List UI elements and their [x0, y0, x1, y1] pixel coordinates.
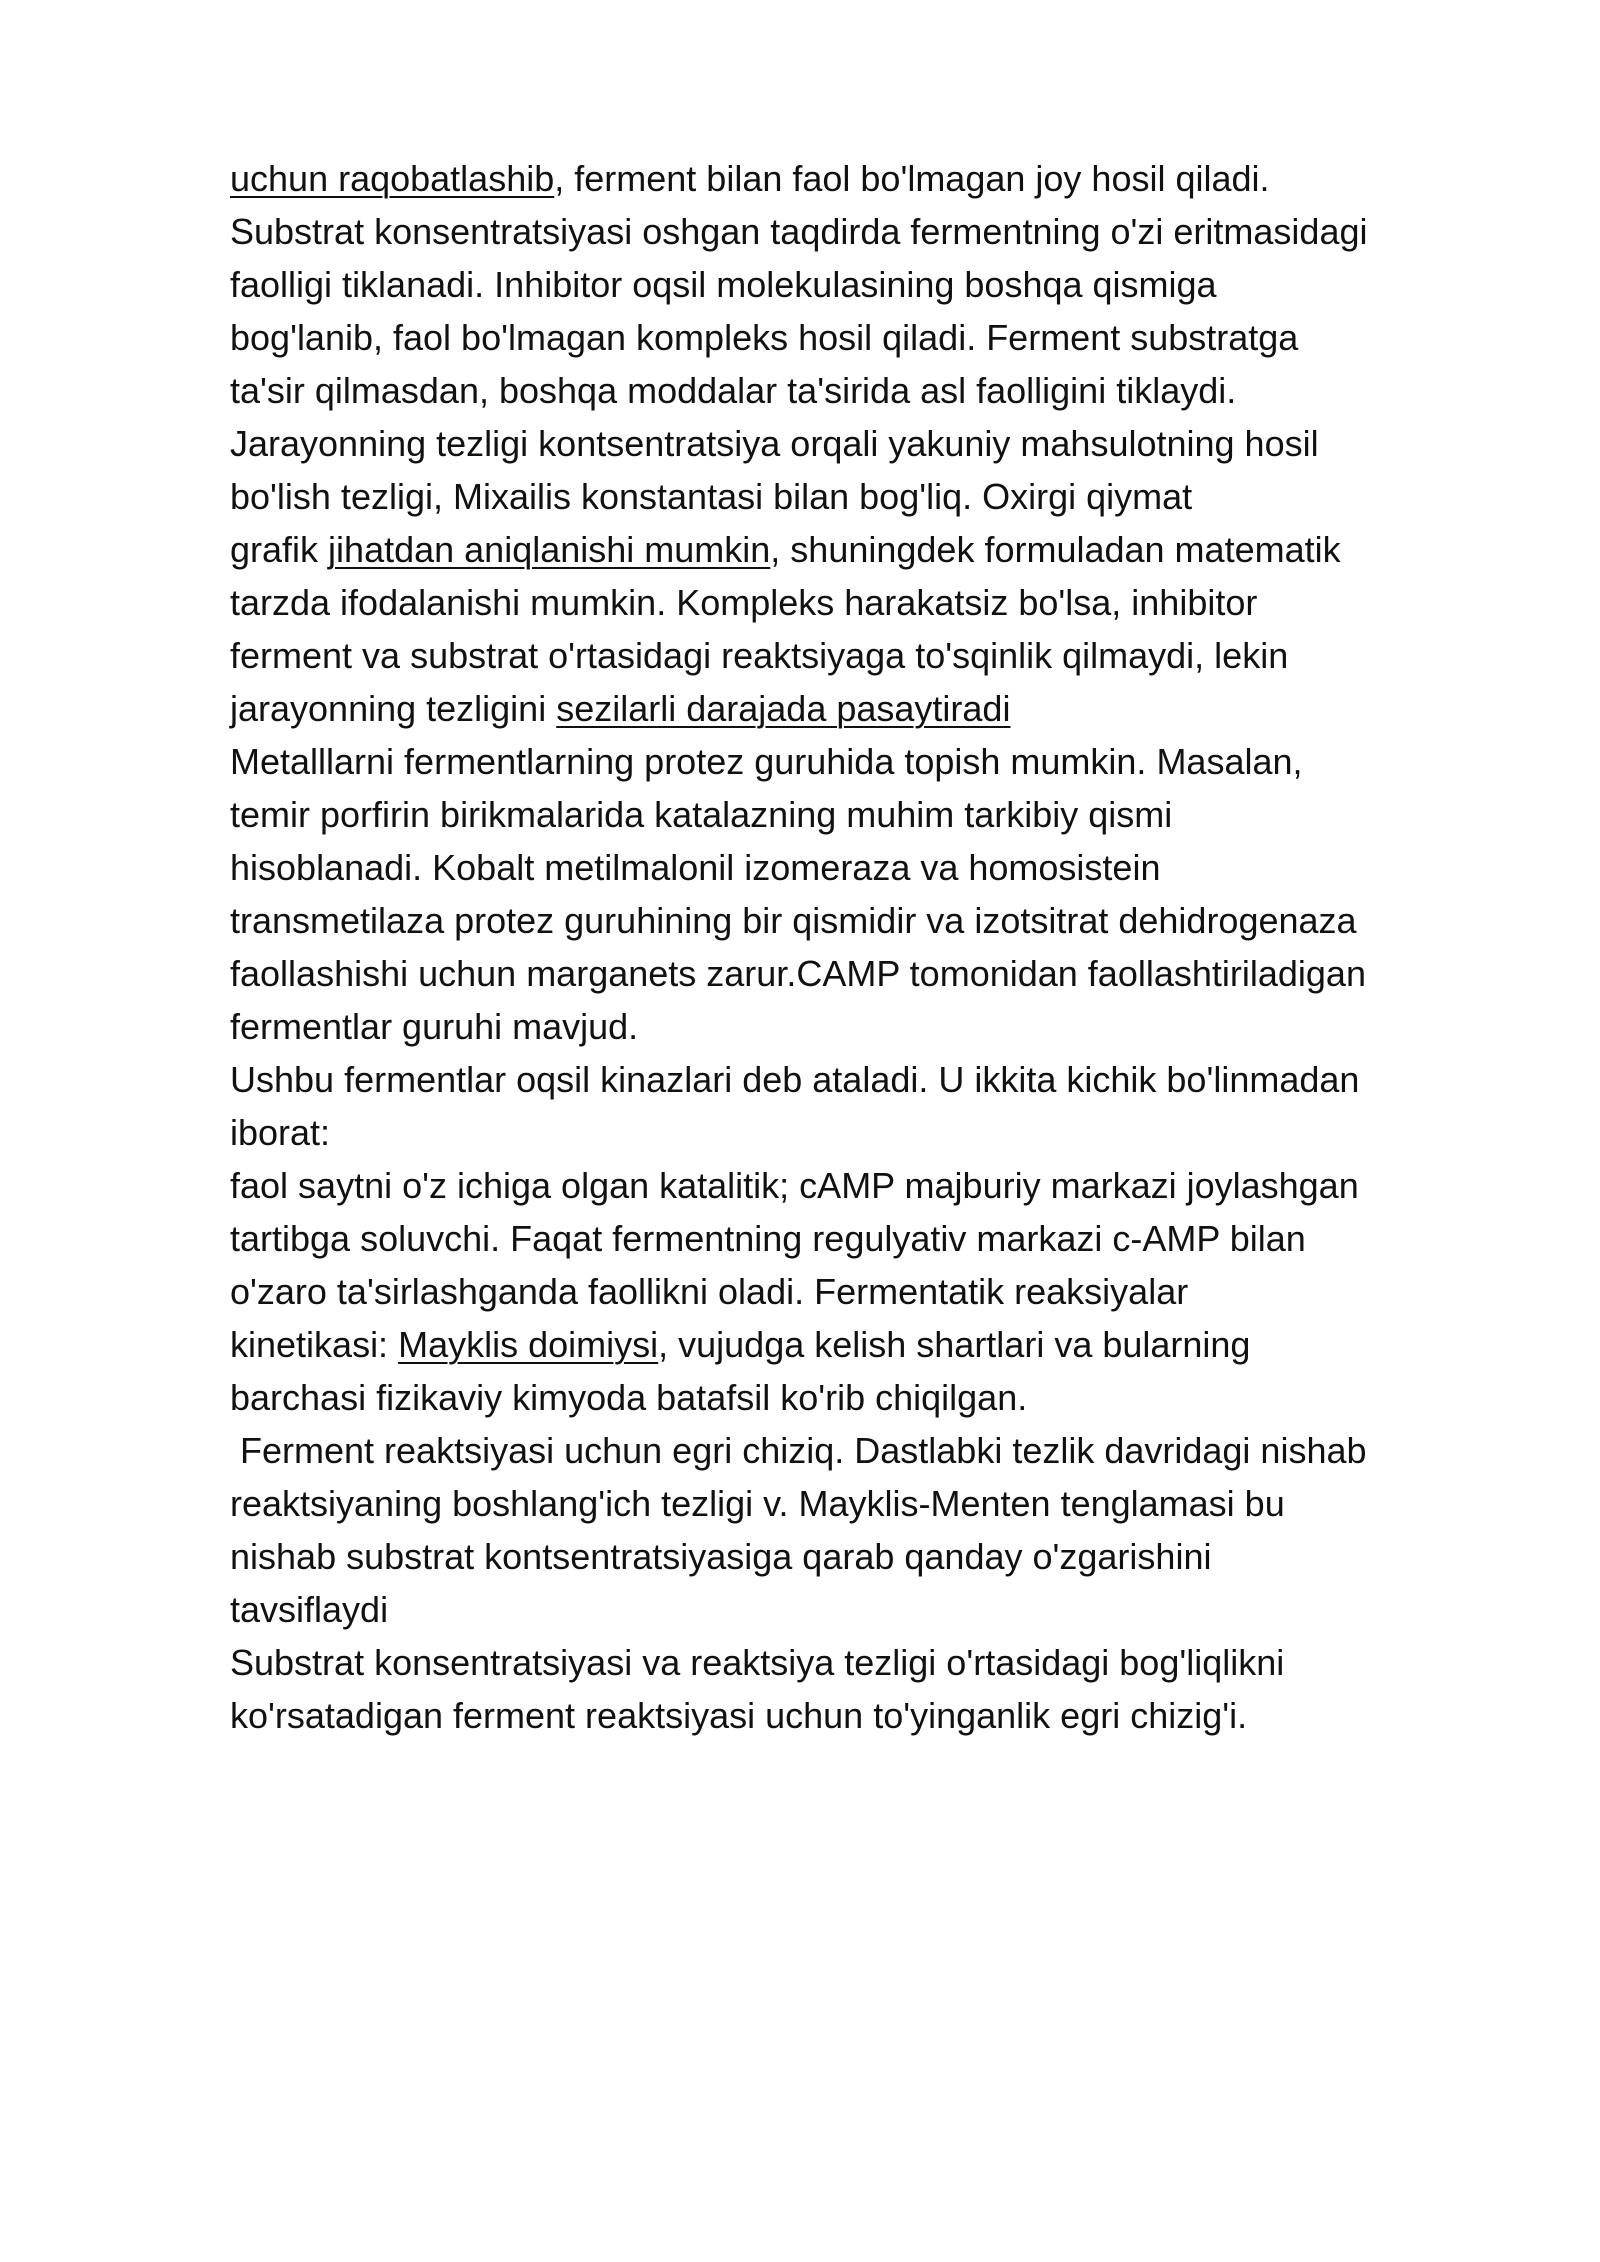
- text-line: [230, 470, 1560, 523]
- text-run: faolligi tiklanadi. Inhibitor oqsil molekulasining boshqa qismiga: [230, 264, 1217, 305]
- text-run: grafik: [230, 529, 329, 570]
- text-line: [230, 1318, 1560, 1371]
- text-run: , vujudga kelish shartlari va bularning: [658, 1324, 1251, 1365]
- underlined-phrase: Mayklis doimiysi: [398, 1324, 659, 1365]
- text-line: [230, 1212, 1560, 1265]
- text-line: [230, 1477, 1560, 1530]
- text-line: [230, 841, 1560, 894]
- text-line: [230, 1530, 1560, 1583]
- text-run: ta'sir qilmasdan, boshqa moddalar ta'sirida asl faolligini tiklaydi.: [230, 370, 1237, 411]
- text-line: [230, 682, 1560, 735]
- text-line: [230, 417, 1560, 470]
- text-line: [230, 205, 1560, 258]
- text-run: Substrat konsentratsiyasi va reaktsiya tezligi o'rtasidagi bog'liqlikni: [230, 1642, 1285, 1683]
- underlined-phrase: jihatdan aniqlanishi mumkin: [328, 529, 771, 570]
- text-line: [230, 1583, 1560, 1636]
- text-run: Metalllarni fermentlarning protez guruhida topish mumkin. Masalan,: [230, 741, 1303, 782]
- text-run: Ferment reaktsiyasi uchun egri chiziq. Dastlabki tezlik davridagi nishab: [230, 1430, 1367, 1471]
- text-line: [230, 735, 1560, 788]
- text-run: reaktsiyaning boshlang'ich tezligi v. Mayklis-Menten tenglamasi bu: [230, 1483, 1285, 1524]
- text-line: [230, 258, 1560, 311]
- text-run: ko'rsatadigan ferment reaktsiyasi uchun to'yinganlik egri chizig'i.: [230, 1695, 1248, 1736]
- text-line: [230, 947, 1560, 1000]
- text-line: [230, 1265, 1560, 1318]
- text-line: [230, 1636, 1560, 1689]
- text-line: [230, 894, 1560, 947]
- text-run: iborat:: [230, 1112, 331, 1153]
- text-line: [230, 1159, 1560, 1212]
- text-line: [230, 1053, 1560, 1106]
- text-line: [230, 1371, 1560, 1424]
- text-run: Ushbu fermentlar oqsil kinazlari deb ataladi. U ikkita kichik bo'linmadan: [230, 1059, 1360, 1100]
- text-run: Substrat konsentratsiyasi oshgan taqdirda fermentning o'zi eritmasidagi: [230, 211, 1368, 252]
- text-line: [230, 576, 1560, 629]
- text-run: faol saytni o'z ichiga olgan katalitik; cAMP majburiy markazi joylashgan: [230, 1165, 1359, 1206]
- body-text: [230, 152, 1560, 1742]
- text-line: [230, 1689, 1560, 1742]
- text-line: [230, 1106, 1560, 1159]
- text-line: [230, 152, 1560, 205]
- text-run: tarzda ifodalanishi mumkin. Kompleks harakatsiz bo'lsa, inhibitor: [230, 582, 1258, 623]
- text-run: , shuningdek formuladan matematik: [770, 529, 1341, 570]
- underlined-phrase: uchun raqobatlashib: [230, 158, 555, 199]
- text-run: o'zaro ta'sirlashganda faollikni oladi. Fermentatik reaksiyalar: [230, 1271, 1189, 1312]
- text-line: [230, 1424, 1560, 1477]
- text-run: temir porfirin birikmalarida katalazning muhim tarkibiy qismi: [230, 794, 1173, 835]
- text-line: [230, 311, 1560, 364]
- text-line: [230, 523, 1560, 576]
- text-run: hisoblanadi. Kobalt metilmalonil izomeraza va homosistein: [230, 847, 1161, 888]
- text-line: [230, 1000, 1560, 1053]
- underlined-phrase: sezilarli darajada pasaytiradi: [556, 688, 1011, 729]
- text-line: [230, 364, 1560, 417]
- text-run: kinetikasi:: [230, 1324, 399, 1365]
- text-line: [230, 788, 1560, 841]
- text-line: [230, 629, 1560, 682]
- text-run: tavsiflaydi: [230, 1589, 389, 1630]
- text-run: bo'lish tezligi, Mixailis konstantasi bilan bog'liq. Oxirgi qiymat: [230, 476, 1193, 517]
- text-run: tartibga soluvchi. Faqat fermentning regulyativ markazi c-AMP bilan: [230, 1218, 1306, 1259]
- text-run: nishab substrat kontsentratsiyasiga qarab qanday o'zgarishini: [230, 1536, 1212, 1577]
- text-run: Jarayonning tezligi kontsentratsiya orqali yakuniy mahsulotning hosil: [230, 423, 1319, 464]
- text-run: fermentlar guruhi mavjud.: [230, 1006, 639, 1047]
- text-run: barchasi fizikaviy kimyoda batafsil ko'rib chiqilgan.: [230, 1377, 1028, 1418]
- text-run: bog'lanib, faol bo'lmagan kompleks hosil qiladi. Ferment substratga: [230, 317, 1299, 358]
- text-run: , ferment bilan faol bo'lmagan joy hosil qiladi.: [554, 158, 1270, 199]
- text-run: faollashishi uchun marganets zarur.CAMP tomonidan faollashtiriladigan: [230, 953, 1366, 994]
- text-run: jarayonning tezligini: [230, 688, 557, 729]
- text-run: ferment va substrat o'rtasidagi reaktsiyaga to'sqinlik qilmaydi, lekin: [230, 635, 1289, 676]
- text-run: transmetilaza protez guruhining bir qismidir va izotsitrat dehidrogenaza: [230, 900, 1357, 941]
